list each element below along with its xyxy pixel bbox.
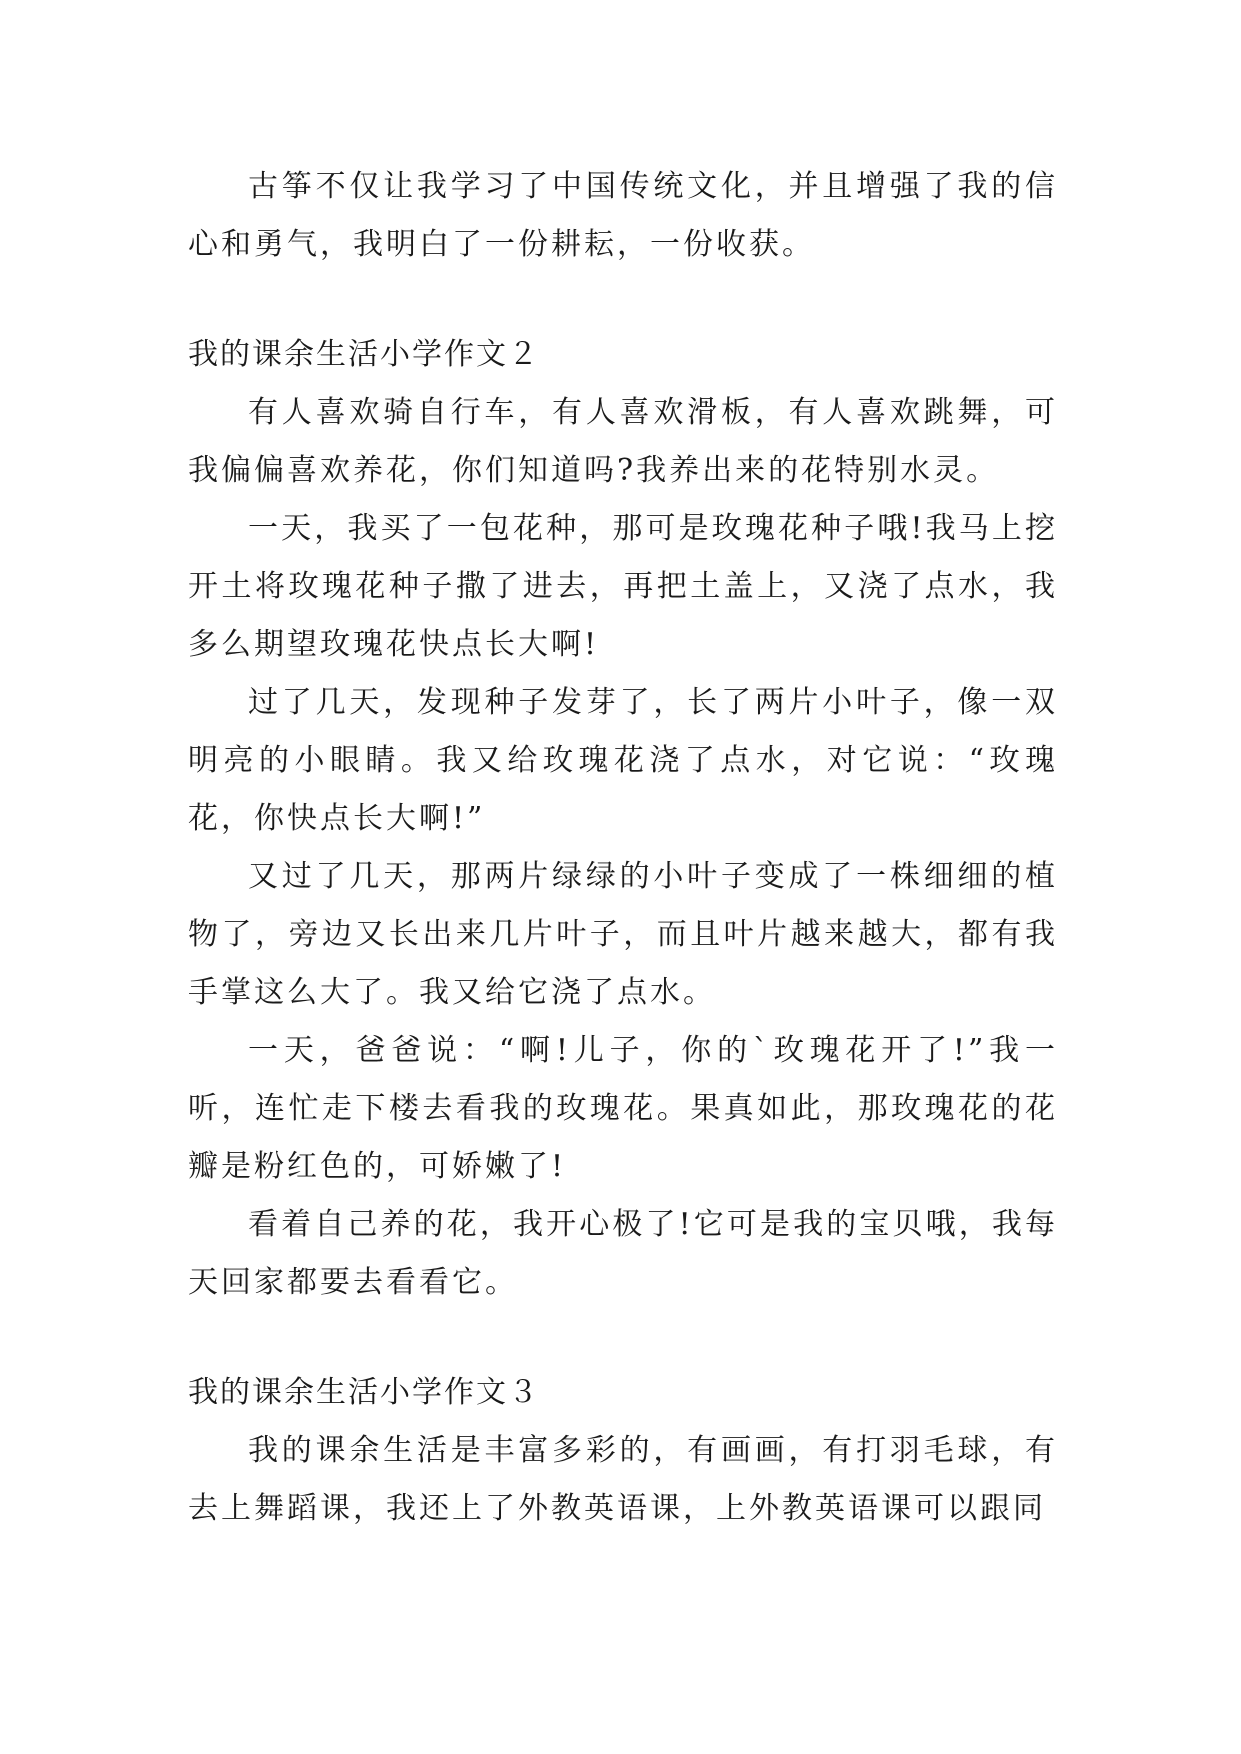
section-2-paragraph-2: 一天，我买了一包花种，那可是玫瑰花种子哦!我马上挖开土将玫瑰花种子撒了进去，再把土盖上，又浇了点水，我多么期望玫瑰花快点长大啊! (188, 511, 1058, 662)
section-2-paragraph-3: 过了几天，发现种子发芽了，长了两片小叶子，像一双明亮的小眼睛。我又给玫瑰花浇了点水，对它说：“玫瑰花，你快点长大啊!” (188, 685, 1058, 836)
section-2-heading: 我的课余生活小学作文２ (188, 337, 540, 372)
section-2-paragraph-1: 有人喜欢骑自行车，有人喜欢滑板，有人喜欢跳舞，可我偏偏喜欢养花，你们知道吗?我养出来的花特别水灵。 (188, 395, 1058, 488)
section-2-paragraph-5: 一天，爸爸说：“啊!儿子，你的`玫瑰花开了!”我一听，连忙走下楼去看我的玫瑰花。果真如此，那玫瑰花的花瓣是粉红色的，可娇嫩了! (188, 1033, 1058, 1184)
section-3-paragraph-1: 我的课余生活是丰富多彩的，有画画，有打羽毛球，有去上舞蹈课，我还上了外教英语课，上外教英语课可以跟同 (188, 1433, 1058, 1526)
document-body (188, 158, 1058, 1538)
section-2-paragraph-6: 看着自己养的花，我开心极了!它可是我的宝贝哦，我每天回家都要去看看它。 (188, 1207, 1058, 1300)
section-3-heading: 我的课余生活小学作文３ (188, 1375, 540, 1410)
section-2-paragraph-4: 又过了几天，那两片绿绿的小叶子变成了一株细细的植物了，旁边又长出来几片叶子，而且叶片越来越大，都有我手掌这么大了。我又给它浇了点水。 (188, 859, 1058, 1010)
intro-paragraph: 古筝不仅让我学习了中国传统文化，并且增强了我的信心和勇气，我明白了一份耕耘，一份收获。 (188, 169, 1058, 262)
